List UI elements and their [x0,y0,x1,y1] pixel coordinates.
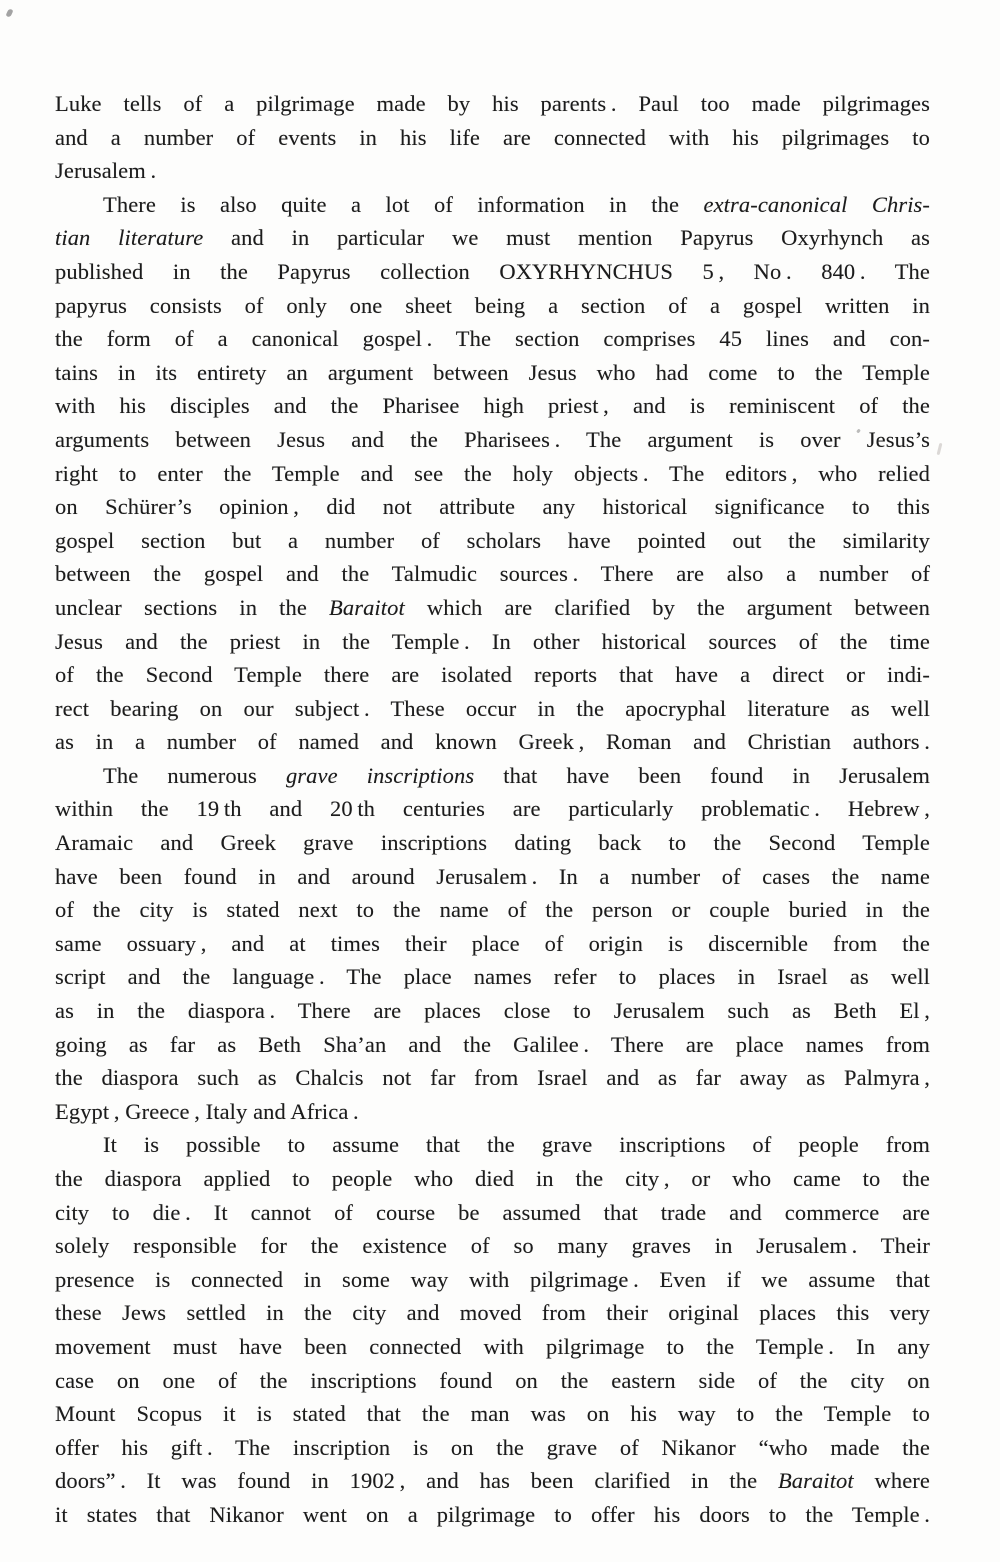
text-run: offer his gift . The inscription is on the grave of Nikanor “who made the [55,1434,930,1460]
text-line [55,121,930,155]
text-run: city to die . It cannot of course be assumed that trade and commerce are [55,1199,930,1225]
text-run: between the gospel and the Talmudic sources . There are also a number of [55,561,930,587]
text-line [55,1028,930,1062]
text-run: which are clarified by the argument between [404,594,930,620]
text-line [55,1128,930,1162]
text-line [55,1229,930,1263]
text-line [55,1095,930,1129]
text-run: doors” . It was found in 1902 , and has been clarified in the [55,1468,778,1494]
text-run: Jesus and the priest in the Temple . In other historical sources of the time [55,628,930,654]
text-line [55,188,930,222]
text-line [55,1464,930,1498]
text-line [55,1061,930,1095]
ink-speck-artifact [6,8,14,17]
text-run: Egypt , Greece , Italy and Africa . [55,1098,359,1124]
text-line [55,759,930,793]
text-line [55,389,930,423]
text-run: with his disciples and the Pharisee high priest , and is reminiscent of the [55,393,930,419]
text-line [55,524,930,558]
text-run: the diaspora applied to people who died in the city , or who came to the [55,1166,930,1191]
text-line [55,658,930,692]
text-line [55,591,930,625]
paragraph [55,1128,930,1531]
text-line [55,1364,930,1398]
text-run: unclear sections in the [55,594,330,620]
text-line [55,557,930,591]
text-run: case on one of the inscriptions found on the eastern side of the city on [55,1367,930,1393]
text-run: There is also quite a lot of information in the [103,191,704,217]
text-line [55,356,930,390]
text-run: and a number of events in his life are connected with his pilgrimages to [55,124,930,150]
text-run: these Jews settled in the city and moved from their original places this very [55,1300,930,1326]
text-run: Aramaic and Greek grave inscriptions dating back to the Second Temple [55,830,930,856]
text-run: it states that Nikanor went on a pilgrimage to offer his doors to the Temple . [55,1501,930,1527]
text-run: rect bearing on our subject . These occur in the apocryphal literature as well [55,695,930,721]
text-line [55,221,930,255]
text-line [55,322,930,356]
italic-text-run: Baraitot [329,594,405,620]
text-line [55,994,930,1028]
document-text [55,87,930,1532]
text-line [55,1498,930,1532]
text-run: papyrus consists of only one sheet being a section of a gospel written in [55,292,930,318]
text-line [55,893,930,927]
text-line [55,860,930,894]
text-run: the form of a canonical gospel . The section comprises 45 lines and con- [55,326,930,352]
text-line [55,1397,930,1431]
paragraph [55,188,930,759]
text-run: have been found in and around Jerusalem . In a number of cases the name [55,863,930,889]
text-line [55,725,930,759]
text-line [55,1330,930,1364]
text-line [55,490,930,524]
text-run: tains in its entirety an argument between Jesus who had come to the Temple [55,359,930,385]
text-run: where [853,1468,930,1494]
text-run: that have been found in Jerusalem [474,762,930,788]
text-line [55,1431,930,1465]
text-line [55,1162,930,1196]
text-run: solely responsible for the existence of so many graves in Jerusalem . Their [55,1233,930,1259]
text-run: Luke tells of a pilgrimage made by his parents . Paul too made pilgrimages [55,91,930,116]
text-line [55,423,930,457]
italic-text-run: Baraitot [777,1468,854,1494]
text-run: as in a number of named and known Greek , Roman and Christian authors . [55,729,930,755]
text-run: movement must have been connected with pilgrimage to the Temple . In any [55,1333,930,1359]
text-line [55,154,930,188]
text-run: of the Second Temple there are isolated reports that have a direct or indi- [55,662,930,688]
italic-text-run: extra-canonical Chris- [703,191,930,217]
text-run: and in particular we must mention Papyrus Oxyrhynch as [203,225,930,251]
text-line [55,87,930,121]
text-line [55,289,930,323]
text-run: arguments between Jesus and the Pharisees . The argument is over Jesus’s [55,426,930,452]
text-run: presence is connected in some way with pilgrimage . Even if we assume that [55,1266,930,1292]
text-run: on Schürer’s opinion , did not attribute any historical significance to this [55,494,930,520]
text-run: going as far as Beth Sha’an and the Galilee . There are place names from [55,1031,930,1057]
text-run: the diaspora such as Chalcis not far from Israel and as far away as Palmyra , [55,1065,930,1091]
italic-text-run: grave inscriptions [285,762,475,788]
text-run: It is possible to assume that the grave inscriptions of people from [103,1132,930,1158]
scan-mark-artifact [937,443,943,455]
text-line [55,826,930,860]
text-line [55,792,930,826]
italic-text-run: tian literature [55,225,204,251]
text-line [55,457,930,491]
text-line [55,1263,930,1297]
text-line [55,692,930,726]
text-line [55,1296,930,1330]
text-run: of the city is stated next to the name of the person or couple buried in the [55,897,930,923]
text-run: script and the language . The place names refer to places in Israel as well [55,964,930,990]
text-line [55,625,930,659]
paragraph [55,759,930,1129]
text-run: The numerous [103,762,286,788]
text-run: same ossuary , and at times their place of origin is discernible from the [55,930,930,956]
text-run: Mount Scopus it is stated that the man was on his way to the Temple to [55,1401,930,1427]
text-run: as in the diaspora . There are places close to Jerusalem such as Beth El , [55,998,930,1024]
text-run: within the 19 th and 20 th centuries are particularly problematic . Hebrew , [55,796,930,822]
text-run: gospel section but a number of scholars have pointed out the similarity [55,527,930,553]
text-run: right to enter the Temple and see the holy objects . The editors , who relied [55,460,930,486]
text-line [55,255,930,289]
text-run: published in the Papyrus collection OXYRHYNCHUS 5 , No . 840 . The [55,258,930,284]
paragraph [55,87,930,188]
text-line [55,1196,930,1230]
text-run: Jerusalem . [55,158,157,184]
text-line [55,960,930,994]
text-line [55,927,930,961]
